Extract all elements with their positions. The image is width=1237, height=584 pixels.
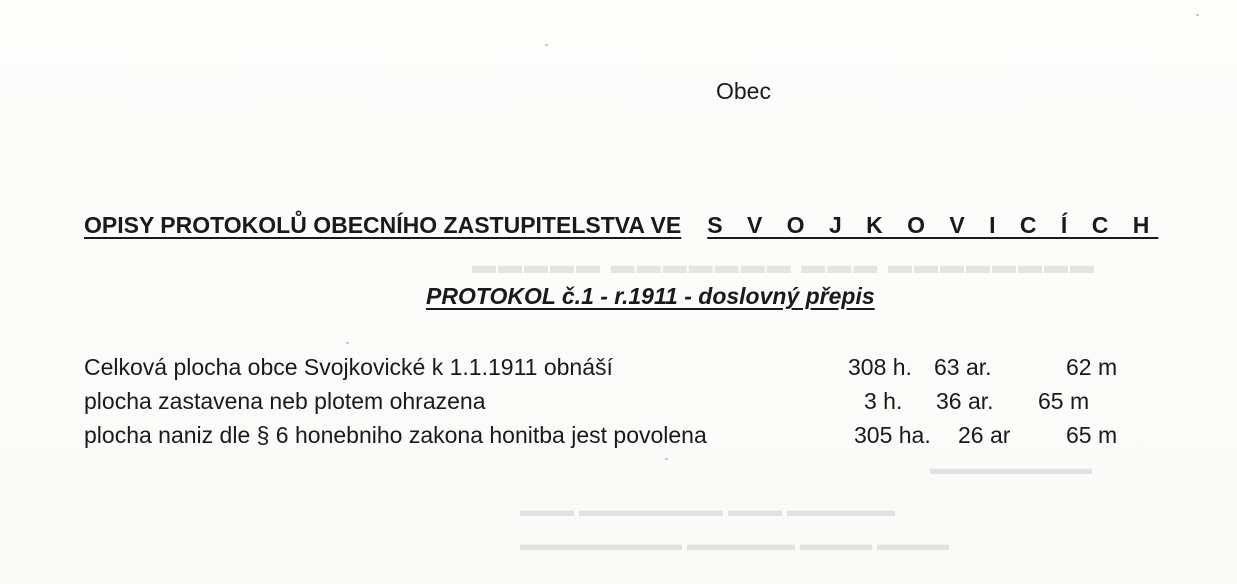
bleed-through-text: ▬▬▬▬▬▬ ▬▬▬ ▬▬▬▬▬▬▬▬ ▬▬▬ [520,500,896,520]
area-row-label: plocha zastavena neb plotem ohrazena [84,388,486,414]
area-row-label: Celková plocha obce Svojkovické k 1.1.1911 obnáší [84,354,613,380]
area-row-ares: 63 ar. [934,354,992,380]
area-row-ares: 36 ar. [936,388,994,414]
area-row-label: plocha naniz dle § 6 honebniho zakona honitba jest povolena [84,422,707,448]
area-row-meters: 65 m [1038,388,1090,414]
area-row-hectares: 3 h. [864,388,903,414]
area-row-ares: 26 ar [958,422,1011,448]
area-row-hectares: 305 ha. [854,422,931,448]
protocol-subtitle: PROTOKOL č.1 - r.1911 - doslovný přepis [426,283,875,309]
title-main: OPISY PROTOKOLŮ OBECNÍHO ZASTUPITELSTVA VE [84,212,682,238]
area-row-hectares: 308 h. [848,354,912,380]
header-obec: Obec [716,78,771,104]
bleed-through-text: ▬▬▬▬▬▬▬▬ ▬▬▬ ▬▬▬▬▬▬▬ ▬▬▬▬▬ [470,252,1095,279]
area-row-meters: 65 m [1066,422,1118,448]
title-place: S V O J K O V I C Í C H [707,212,1159,238]
bleed-through-text: ▬▬▬▬▬▬▬▬▬ [930,458,1092,478]
bleed-through-text: ▬▬▬▬ ▬▬▬▬ ▬▬▬▬▬▬ ▬▬▬▬▬▬▬▬▬ [520,534,950,554]
area-row-meters: 62 m [1066,354,1118,380]
document-title [84,212,1158,239]
